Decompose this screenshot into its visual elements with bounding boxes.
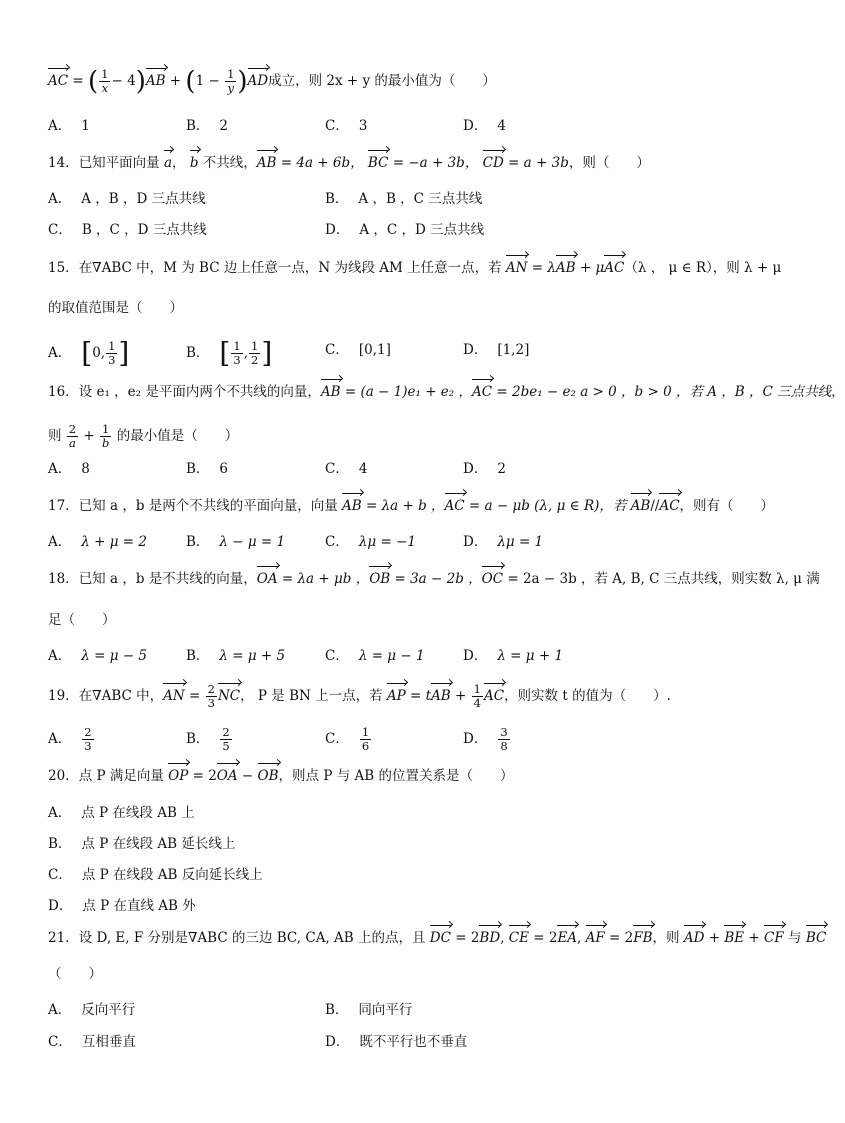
option-label: C． [325,342,349,358]
option-text: 6 [219,461,229,477]
fraction-2-over-3 [206,683,217,710]
frac-num: 1 [102,422,110,436]
option-text: 3 [358,118,368,134]
q21-option-b[interactable] [325,1000,412,1020]
fraction-1-over-4 [472,683,483,710]
q21-option-a[interactable] [48,1000,135,1020]
plus-sign: + [450,688,471,704]
q16-stem [48,382,845,402]
option-text: 同向平行 [358,1002,413,1018]
q19-option-a[interactable] [48,726,95,753]
vector-a: a [163,155,173,171]
option-label: B． [186,731,210,747]
q16-option-a[interactable] [48,459,90,479]
comma: , [500,930,509,946]
vector-cd: CD [482,155,504,171]
option-text: 4 [497,118,506,134]
vector-ac: AC [444,498,465,514]
vector-ob: OB [257,768,279,784]
q20-option-d[interactable] [48,896,196,916]
vector-ac: AC [659,498,680,514]
option-text: 4 [358,461,368,477]
frac-num: 1 [233,339,241,353]
q15-option-d[interactable] [463,340,529,360]
option-label: D． [463,648,488,664]
q17-option-c[interactable] [325,532,416,552]
q19-eq2: = t [405,688,432,704]
bracket-open: [ [219,336,231,370]
option-label: A． [48,731,72,747]
fraction-1-over-b [100,423,111,450]
vector-oa: OA [256,571,278,587]
q18-option-a[interactable] [48,646,147,666]
q20-option-b[interactable] [48,834,235,854]
option-label: B． [186,648,210,664]
vector-ac: AC [472,384,493,400]
q15-plus: + μ [575,260,605,276]
vector-af: AF [585,930,605,946]
option-text: 点 P 在线段 AB 上 [81,805,195,821]
q17-tail: ，则有（ ） [679,498,775,514]
q15-option-a[interactable]: A． [0, $\frac{1}{3}$ ] [48,336,130,370]
paren-close: ) [237,66,248,97]
q21-stem [48,928,826,948]
vector-ap: AP [386,688,406,704]
frac-den: a [69,436,76,450]
vector-ab: AB [256,155,277,171]
q13-c2: 1 − [195,73,225,89]
q21-with: 与 [783,930,806,946]
q15-option-b[interactable]: B． [ $\frac{1}{3}$ , $\frac{1}{2}$ ] [186,336,273,370]
vector-ab: AB [555,260,576,276]
eq-sign: = 2 [604,930,634,946]
option-label: B． [48,836,72,852]
vector-ob: OB [369,571,391,587]
vector-bc: BC [805,930,827,946]
q14-option-a[interactable] [48,189,206,209]
vector-op: OP [168,768,189,784]
fraction-1-over-x [99,68,110,95]
q17-option-b[interactable] [186,532,285,552]
frac-den: 3 [207,696,215,710]
q14-option-c[interactable] [48,220,207,240]
option-label: D． [463,342,488,358]
q21-option-d[interactable] [325,1032,467,1052]
q18-option-c[interactable] [325,646,425,666]
vector-ab: AB [320,384,341,400]
option-label: B． [186,534,210,550]
paren-open: ( [88,66,99,97]
option-fraction [220,726,231,753]
q19-mid: ， P 是 BN 上一点，若 [240,688,387,704]
question-number: 15． [48,260,79,276]
q21-stem-line2: （ ） [48,966,102,982]
q19-stem-a: 在∇ABC 中， [78,688,164,704]
frac-num: 1 [108,339,116,353]
q16-stem-a: 设 e₁ ，e₂ 是平面内两个不共线的向量， [78,384,321,400]
vector-oc: OC [481,571,504,587]
vector-ab: AB [431,688,451,704]
vector-be: BE [724,930,745,946]
option-label: D． [463,118,488,134]
option-fraction [498,726,509,753]
q13-c1: − 4 [111,73,136,89]
option-label: C． [48,1034,72,1050]
option-label: A． [48,648,72,664]
option-label: B． [186,461,210,477]
q14-ab-expr: = 4a + 6b， [276,155,368,171]
frac-den: 5 [222,739,230,753]
q17-ac-expr: = a − μb (λ, μ ∈ R)，若 [464,498,631,514]
option-label: C． [325,648,349,664]
option-text: 2 [497,461,506,477]
option-text: λ = μ − 1 [358,648,425,664]
comma: , [577,930,586,946]
q13-option-b[interactable] [186,116,228,136]
vector-ea: EA [557,930,578,946]
option-text: 2 [219,118,229,134]
q16-ab-expr: = (a − 1)e₁ + e₂ ， [340,384,472,400]
frac-den: 8 [500,739,508,753]
option-text: A ，C ，D 三点共线 [359,222,485,238]
q13-stem [48,68,496,95]
q18-option-b[interactable] [186,646,285,666]
option-text: λ = μ + 1 [497,648,564,664]
q21-option-c[interactable] [48,1032,136,1052]
q16-option-b[interactable] [186,459,228,479]
q16-stem-line2 [48,423,238,450]
option-label: C． [325,534,349,550]
option-label: B． [325,1002,349,1018]
q19-eq1: = [184,688,205,704]
q17-stem [48,496,774,516]
option-text: 点 P 在线段 AB 反向延长线上 [81,867,263,883]
option-text: λ − μ = 1 [219,534,286,550]
q20-stem-a: 点 P 满足向量 [78,768,169,784]
plus-sign: + [744,930,765,946]
frac-num: 3 [500,725,508,739]
frac-den: 2 [250,353,259,367]
option-text: λμ = −1 [358,534,416,550]
vector-ac: AC [483,688,505,704]
q19-option-d[interactable] [463,726,511,753]
q14-option-b[interactable] [325,189,482,209]
q15-stem-b: （λ ， μ ∈ R），则 λ + μ [624,260,782,276]
q20-option-a[interactable] [48,803,195,823]
q13-option-d[interactable] [463,116,506,136]
question-number: 20． [48,768,79,784]
fraction-1-over-2 [249,340,260,367]
q16-line2-tail: 的最小值是（ ） [112,428,239,444]
option-label: D． [463,461,488,477]
vector-bd: BD [479,930,501,946]
option-text: 点 P 在线段 AB 延长线上 [81,836,236,852]
q14-option-d[interactable] [325,220,484,240]
option-text: A ，B ，C 三点共线 [358,191,483,207]
parallel-symbol: // [650,498,660,514]
question-number: 14． [48,155,79,171]
vector-ac: AC [48,73,69,89]
option-text: λμ = 1 [497,534,544,550]
q18-stem-line2: 足（ ） [48,612,116,628]
option-label: B． [325,191,349,207]
option-label: B． [186,345,210,361]
option-label: A． [48,1002,72,1018]
q20-tail: ，则点 P 与 AB 的位置关系是（ ） [278,768,514,784]
frac-num: 1 [227,67,235,81]
option-text: 反向平行 [81,1002,136,1018]
option-label: D． [325,1034,350,1050]
q13-eq: = [68,73,88,89]
vector-fb: FB [633,930,653,946]
option-text: [0,1] [358,342,391,358]
bracket-close: ] [118,336,130,370]
vector-cf: CF [764,930,784,946]
frac-den: 4 [473,696,481,710]
q14-cd-expr: = a + 3b [503,155,569,171]
question-number: 21． [48,930,79,946]
q16-ac-expr: = 2be₁ − e₂ a > 0 ，b > 0 ，若 A ，B ，C 三点共线， [492,384,845,400]
q20-stem [48,766,513,786]
q19-stem [48,683,671,710]
vector-ab: AB [145,73,166,89]
frac-num: 2 [207,682,215,696]
vector-ac: AC [604,260,625,276]
option-text: 既不平行也不垂直 [359,1034,468,1050]
option-label: A． [48,191,72,207]
q18-ob-expr: = 3a − 2b ， [390,571,482,587]
frac-num: 2 [68,422,77,436]
frac-den: b [102,436,110,450]
frac-num: 1 [250,339,259,353]
q20-option-c[interactable] [48,865,263,885]
vector-ad: AD [247,73,269,89]
question-number: 19． [48,688,79,704]
frac-den: 3 [108,353,116,367]
question-number: 18． [48,571,79,587]
q15-stem [48,258,781,278]
vector-ab: AB [342,498,362,514]
option-fraction [360,726,371,753]
q15-eq: = λ [527,260,556,276]
frac-num: 2 [222,725,230,739]
option-label: D． [463,731,488,747]
bracket-close: ] [261,336,273,370]
option-label: A． [48,534,72,550]
frac-den: y [227,81,234,95]
option-label: D． [463,534,488,550]
q16-option-c[interactable] [325,459,367,479]
vector-an: AN [505,260,528,276]
option-text: [1,2] [497,342,530,358]
q20-eq: = 2 [188,768,217,784]
q17-ab-expr: = λa + b ， [361,498,445,514]
q14-stem [48,153,650,173]
question-number: 17． [48,498,79,514]
option-label: A． [48,118,72,134]
vector-an: AN [163,688,185,704]
q15-stem-line2: 的取值范围是（ ） [48,300,183,316]
vector-ad: AD [683,930,705,946]
q19-tail: ，则实数 t 的值为（ ）. [504,688,671,704]
q14-bc-expr: = −a + 3b， [388,155,483,171]
option-text: A ，B ，D 三点共线 [81,191,206,207]
q18-oa-expr: = λa + μb ， [277,571,370,587]
fraction-1-over-3 [231,340,242,367]
option-text: 互相垂直 [81,1034,136,1050]
q17-stem-a: 已知 a ，b 是两个不共线的平面向量，向量 [78,498,343,514]
option-text: 8 [81,461,90,477]
q18-oc-expr: = 2a − 3b ，若 A, B, C 三点共线，则实数 λ, μ 满 [503,571,820,587]
separator: ， [172,155,190,171]
option-label: C． [48,222,72,238]
frac-num: 1 [101,67,109,81]
q16-option-d[interactable] [463,459,506,479]
bracket-open: [ [81,336,93,370]
option-text: B ，C ，D 三点共线 [81,222,207,238]
q16-line2-pre: 则 [48,428,66,444]
option-label: C． [325,461,349,477]
option-label: C． [325,118,349,134]
q14-tail: ，则（ ） [568,155,650,171]
option-label: C． [325,731,349,747]
q14-stem-b: 不共线， [198,155,257,171]
q13-tail: 成立，则 2x + y 的最小值为（ ） [268,73,496,89]
frac-num: 1 [361,725,370,739]
plus-sign: + [79,428,100,444]
vector-ab: AB [630,498,651,514]
option-text: 1 [81,118,90,134]
q18-option-d[interactable] [463,646,563,666]
option-label: A． [48,805,72,821]
q17-option-a[interactable] [48,532,147,552]
frac-den: 6 [361,739,370,753]
frac-num: 2 [84,725,92,739]
q17-option-d[interactable] [463,532,543,552]
question-number: 16． [48,384,79,400]
q19-option-b[interactable] [186,726,233,753]
frac-den: x [101,81,109,95]
q18-stem [48,569,820,589]
option-text: λ = μ − 5 [81,648,147,664]
q15-stem-a: 在∇ABC 中，M 为 BC 边上任意一点，N 为线段 AM 上任意一点，若 [78,260,506,276]
frac-num: 1 [473,682,481,696]
vector-ce: CE [508,930,529,946]
option-fraction [82,726,93,753]
paren-open: ( [185,66,196,97]
paren-close: ) [135,66,146,97]
option-text: λ + μ = 2 [81,534,147,550]
option-label: D． [48,898,73,914]
plus-sign: + [704,930,725,946]
q14-stem-a: 已知平面向量 [78,155,164,171]
q13-option-c[interactable] [325,116,367,136]
fraction-2-over-a [67,423,78,450]
fraction-1-over-3 [106,340,117,367]
fraction-1-over-y [225,68,236,95]
option-text: λ = μ + 5 [219,648,286,664]
q21-stem-a: 设 D, E, F 分别是∇ABC 的三边 BC, CA, AB 上的点，且 [78,930,430,946]
option-label: A． [48,345,72,361]
vector-dc: DC [429,930,451,946]
plus-sign: + [165,73,186,89]
vector-nc: NC [217,688,241,704]
vector-bc: BC [367,155,389,171]
minus-sign: − [237,768,258,784]
frac-den: 3 [233,353,241,367]
vector-oa: OA [216,768,238,784]
eq-sign: = 2 [528,930,558,946]
vector-b: b [189,155,199,171]
q13-option-a[interactable] [48,116,90,136]
option-label: C． [48,867,72,883]
eq-sign: = 2 [450,930,480,946]
frac-den: 3 [84,739,92,753]
option-label: D． [325,222,350,238]
option-text: 点 P 在直线 AB 外 [82,898,196,914]
q19-option-c[interactable] [325,726,372,753]
option-label: B． [186,118,210,134]
option-label: A． [48,461,72,477]
q18-stem-a: 已知 a ，b 是不共线的向量， [78,571,257,587]
q21-mid: ，则 [652,930,684,946]
q15-option-c[interactable] [325,340,391,360]
